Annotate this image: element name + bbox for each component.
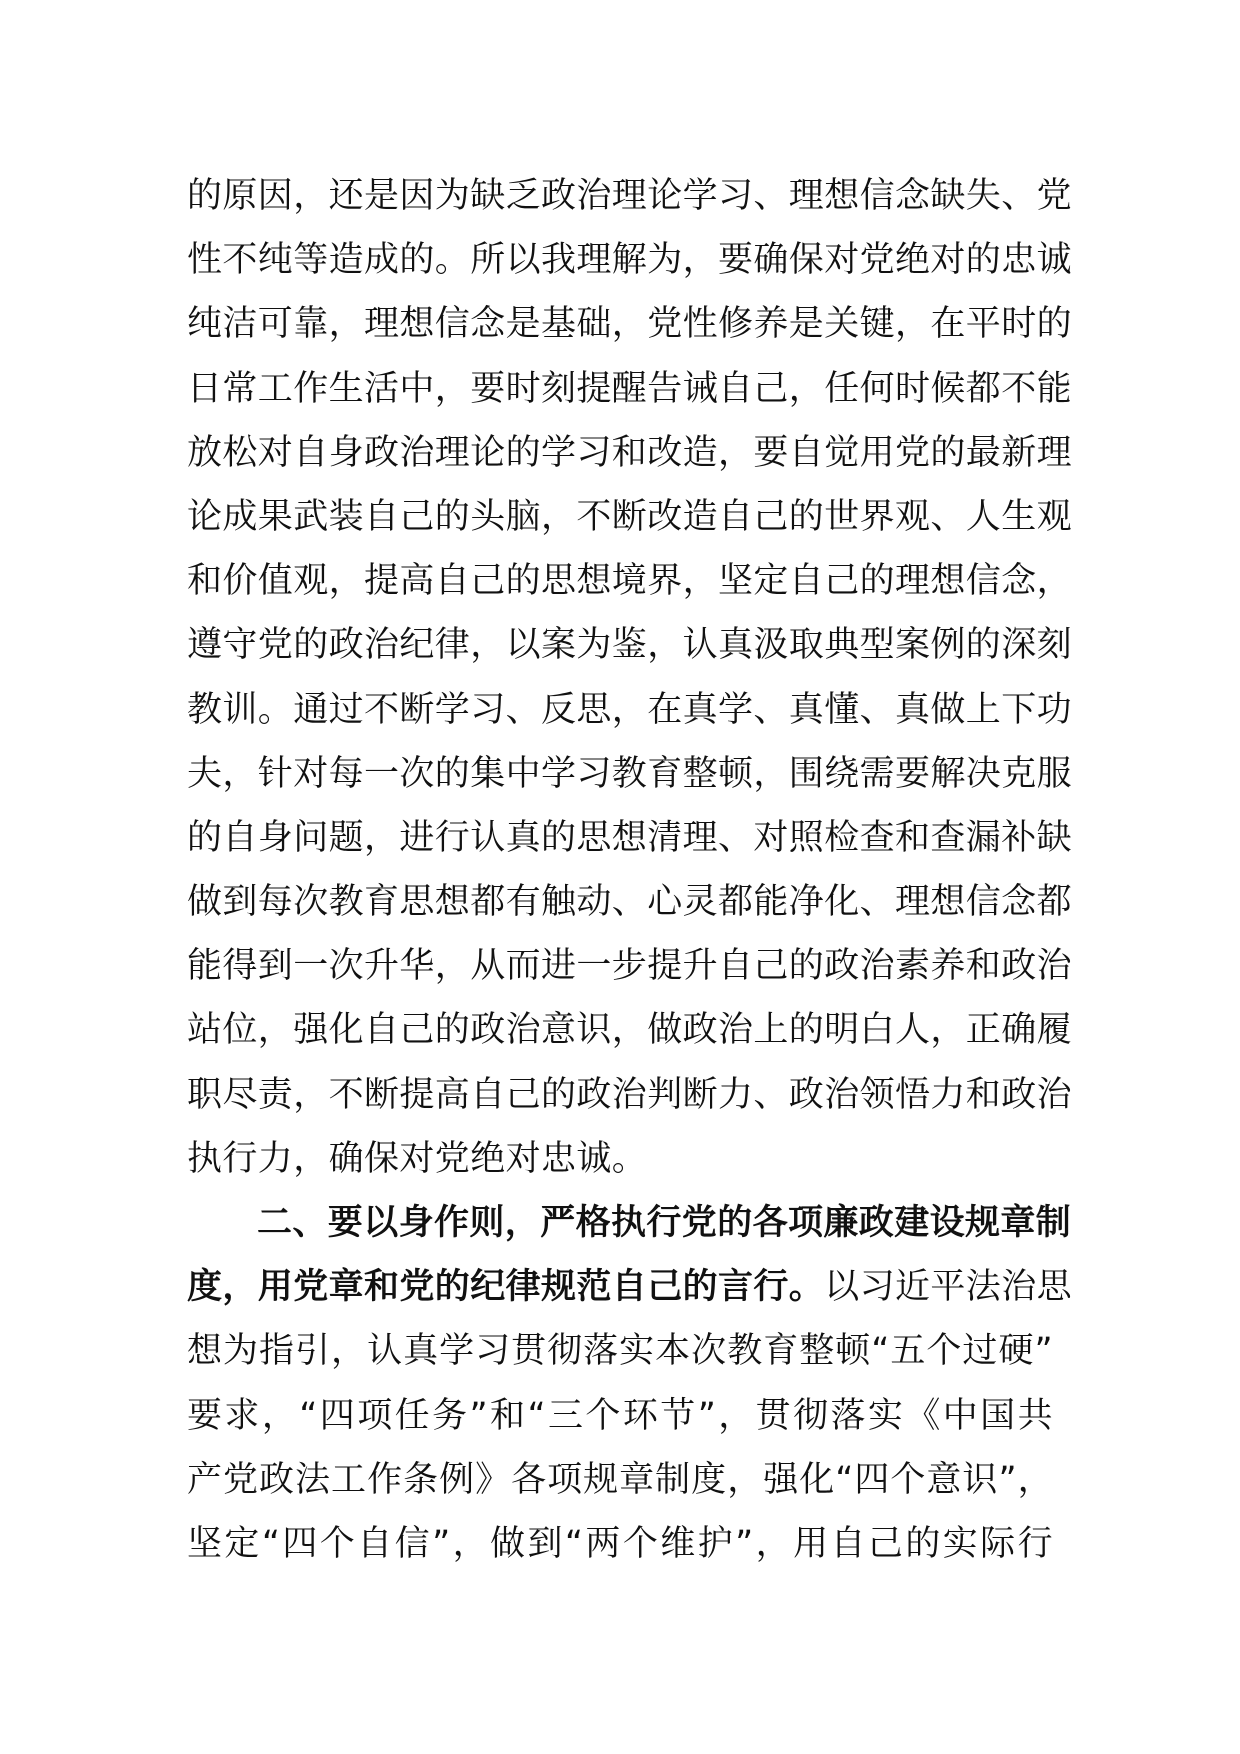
text-line: 坚定“四个自信”，做到“两个维护”，用自己的实际行	[187, 1523, 1053, 1564]
section-heading-line: 二、要以身作则，严格执行党的各项廉政建设规章制	[257, 1203, 1072, 1243]
text-line: 纯洁可靠，理想信念是基础，党性修养是关键，在平时的	[187, 304, 1073, 345]
text-line: 想为指引，认真学习贯彻落实本次教育整顿“五个过硬”	[187, 1331, 1053, 1372]
text-line: 的自身问题，进行认真的思想清理、对照检查和查漏补缺	[187, 817, 1073, 858]
text-line: 职尽责，不断提高自己的政治判断力、政治领悟力和政治	[187, 1074, 1073, 1115]
text-line: 产党政法工作条例》各项规章制度，强化“四个意识”，	[187, 1459, 1053, 1500]
text-line: 夫，针对每一次的集中学习教育整顿，围绕需要解决克服	[187, 753, 1073, 794]
text-run: 以习近平法治思	[824, 1267, 1073, 1308]
text-line: 放松对自身政治理论的学习和改造，要自觉用党的最新理	[187, 432, 1073, 473]
text-line: 的原因，还是因为缺乏政治理论学习、理想信念缺失、党	[187, 176, 1073, 216]
text-line: 论成果武装自己的头脑，不断改造自己的世界观、人生观	[187, 496, 1073, 537]
text-line: 要求，“四项任务”和“三个环节”，贯彻落实《中国共	[187, 1395, 1053, 1436]
section-heading-end: 度，用党章和党的纪律规范自己的言行。	[187, 1267, 825, 1308]
mixed-text-line	[187, 1255, 1073, 1319]
document-body	[187, 164, 1073, 1576]
text-line: 站位，强化自己的政治意识，做政治上的明白人，正确履	[187, 1010, 1073, 1051]
text-line: 和价值观，提高自己的思想境界，坚定自己的理想信念，	[187, 561, 1073, 602]
text-line: 遵守党的政治纪律，以案为鉴，认真汲取典型案例的深刻	[187, 625, 1073, 666]
text-line: 执行力，确保对党绝对忠诚。	[187, 1138, 648, 1179]
text-line: 教训。通过不断学习、反思，在真学、真懂、真做上下功	[187, 689, 1073, 730]
paragraph-1	[187, 164, 1073, 1191]
paragraph-2	[187, 1191, 1073, 1576]
text-line: 日常工作生活中，要时刻提醒告诫自己，任何时候都不能	[187, 368, 1073, 409]
text-line: 能得到一次升华，从而进一步提升自己的政治素养和政治	[187, 946, 1073, 987]
text-line: 性不纯等造成的。所以我理解为，要确保对党绝对的忠诚	[187, 240, 1073, 281]
text-line: 做到每次教育思想都有触动、心灵都能净化、理想信念都	[187, 882, 1073, 923]
